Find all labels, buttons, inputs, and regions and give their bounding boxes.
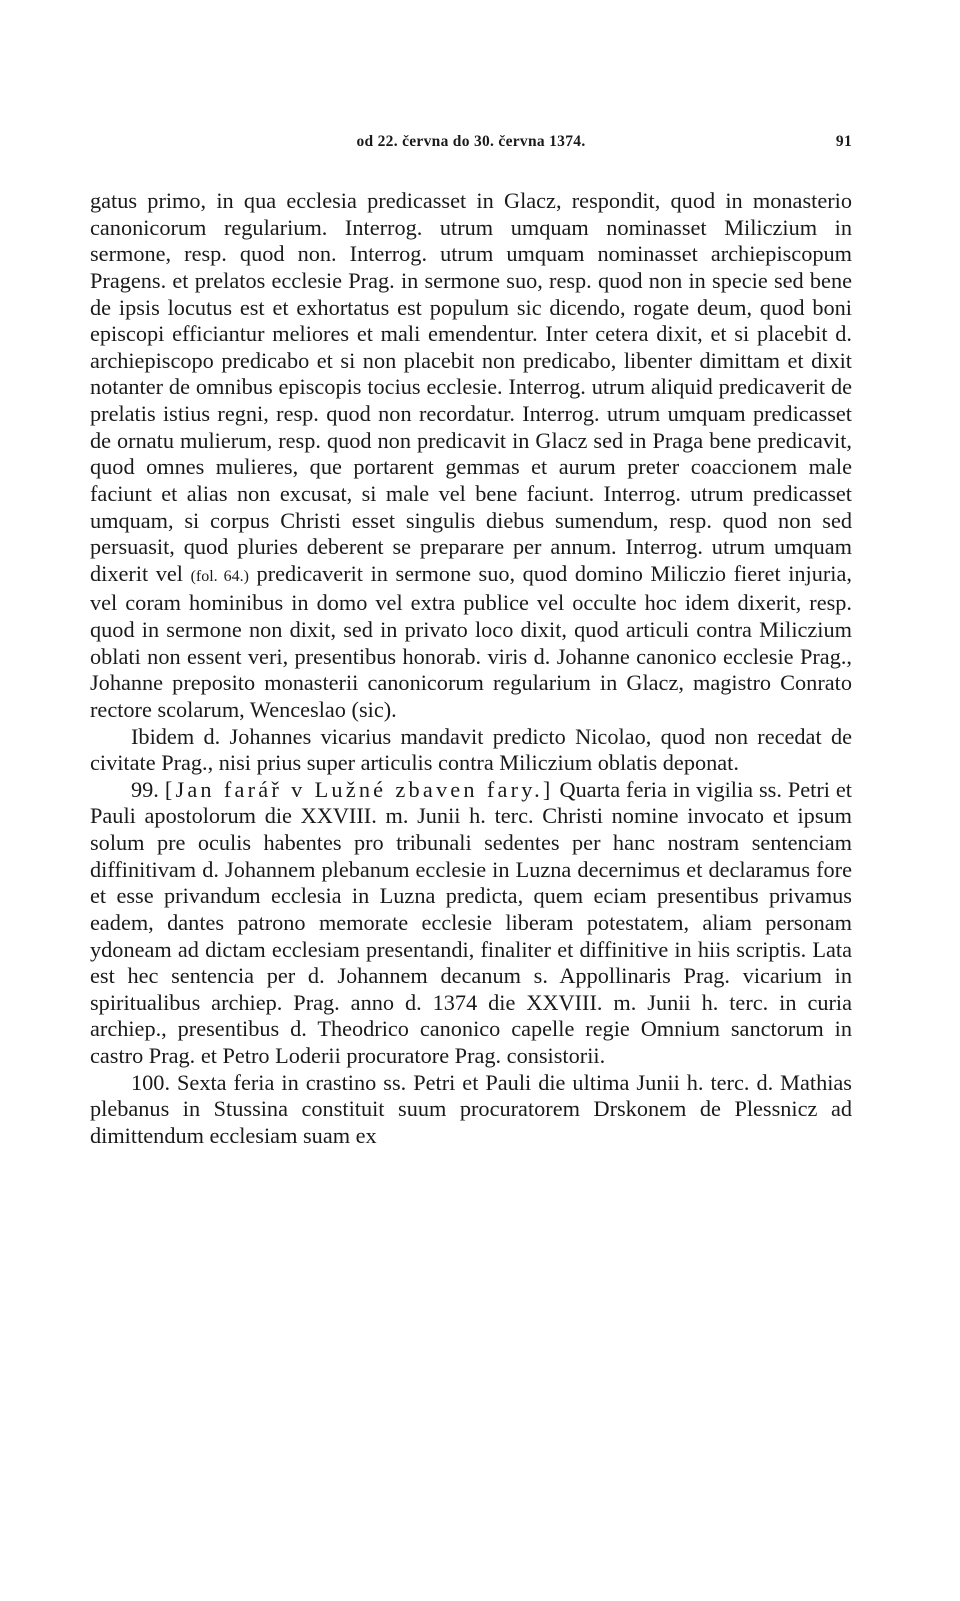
entry-heading: [Jan farář v Lužné zbaven fary.] [164, 776, 554, 802]
paragraph-mandate [90, 724, 852, 777]
paragraph-text: gatus primo, in qua ecclesia predicasset in Glacz, respondit, quod in monasterio canonicorum regularium. Interrog. utrum umquam nominasset Miliczium in sermone, resp. quod non. Interrog. utrum umquam nominasset archiepiscopum Pragens. et prelatos ecclesie Prag. in sermone suo, resp. quod non in specie sed bene de ipsis locutus est et exhortatus est populum sic dicendo, rogate deum, quod boni episcopi efficiantur meliores et mali emendentur. Inter cetera dixit, et si placebit d. archiepiscopo predicabo et si non placebit non predicabo, libenter dimittam et dixit notanter de omnibus episcopis tocius ecclesie. Interrog. utrum aliquid predicaverit de prelatis istius regni, resp. quod non recordatur. Interrog. utrum umquam predicasset de ornatu mulierum, resp. quod non predicavit in Glacz sed in Praga bene predicavit, quod omnes mulieres, que portarent gemmas et aurum preter coaccionem male faciunt et alias non excusat, si male vel bene faciunt. Interrog. utrum predicasset umquam, si corpus Christi esset singulis diebus sumendum, resp. quod non sed persuasit, quod pluries deberent se preparare per annum. Interrog. utrum umquam dixerit vel [90, 188, 852, 586]
paragraph-text: Ibidem d. Johannes vicarius mandavit predicto Nicolao, quod non recedat de civitate Prag., nisi prius super articulis contra Miliczium oblatis deponat. [90, 723, 852, 776]
body-text [90, 188, 852, 1150]
paragraph-text: predicaverit in sermone suo, quod domino Miliczio fieret injuria, vel coram hominibus in domo vel extra publice vel occulte hoc idem dixerit, resp. quod in sermone non dixit, sed in privato loco dixit, quod articuli contra Miliczium oblati non essent veri, presentibus honorab. viris d. Johanne canonico ecclesie Prag., Johanne preposito monasterii canonicorum regularium in Glacz, magistro Conrato rectore scolarum, Wenceslao (sic). [90, 560, 852, 722]
entry-number: 99. [131, 776, 159, 802]
page-number: 91 [835, 133, 852, 150]
folio-reference: (fol. 64.) [190, 567, 249, 585]
paragraph-entry-100 [90, 1070, 852, 1150]
paragraph-testimony [90, 188, 852, 724]
paragraph-entry-99 [90, 777, 852, 1070]
entry-number: 100. [131, 1069, 171, 1095]
running-header [90, 133, 852, 155]
running-title: od 22. června do 30. června 1374. [356, 133, 586, 150]
paragraph-text: Sexta feria in crastino ss. Petri et Pauli die ultima Junii h. terc. d. Mathias plebanus in Stussina constituit suum procuratorem Drskonem de Plessnicz ad dimittendum ecclesiam suam ex [90, 1069, 852, 1148]
paragraph-text: Quarta feria in vigilia ss. Petri et Pauli apostolorum die XXVIII. m. Junii h. terc. Christi nomine invocato et ipsum solum pre oculis habentes pro tribunali sedentes per hanc nostram sentenciam diffinitivam d. Johannem plebanum ecclesie in Luzna decernimus et declaramus fore et esse privandum ecclesia in Luzna predicta, quem eciam presentibus privamus eadem, dantes patrono memorate ecclesie liberam potestatem, aliam personam ydoneam ad dictam ecclesiam presentandi, finaliter et diffinitive in hiis scriptis. Lata est hec sentencia per d. Johannem decanum s. Appollinaris Prag. vicarium in spiritualibus archiep. Prag. anno d. 1374 die XXVIII. m. Junii h. terc. in curia archiep., presentibus d. Theodrico canonico capelle regie Omnium sanctorum in castro Prag. et Petro Loderii procuratore Prag. consistorii. [90, 776, 852, 1068]
